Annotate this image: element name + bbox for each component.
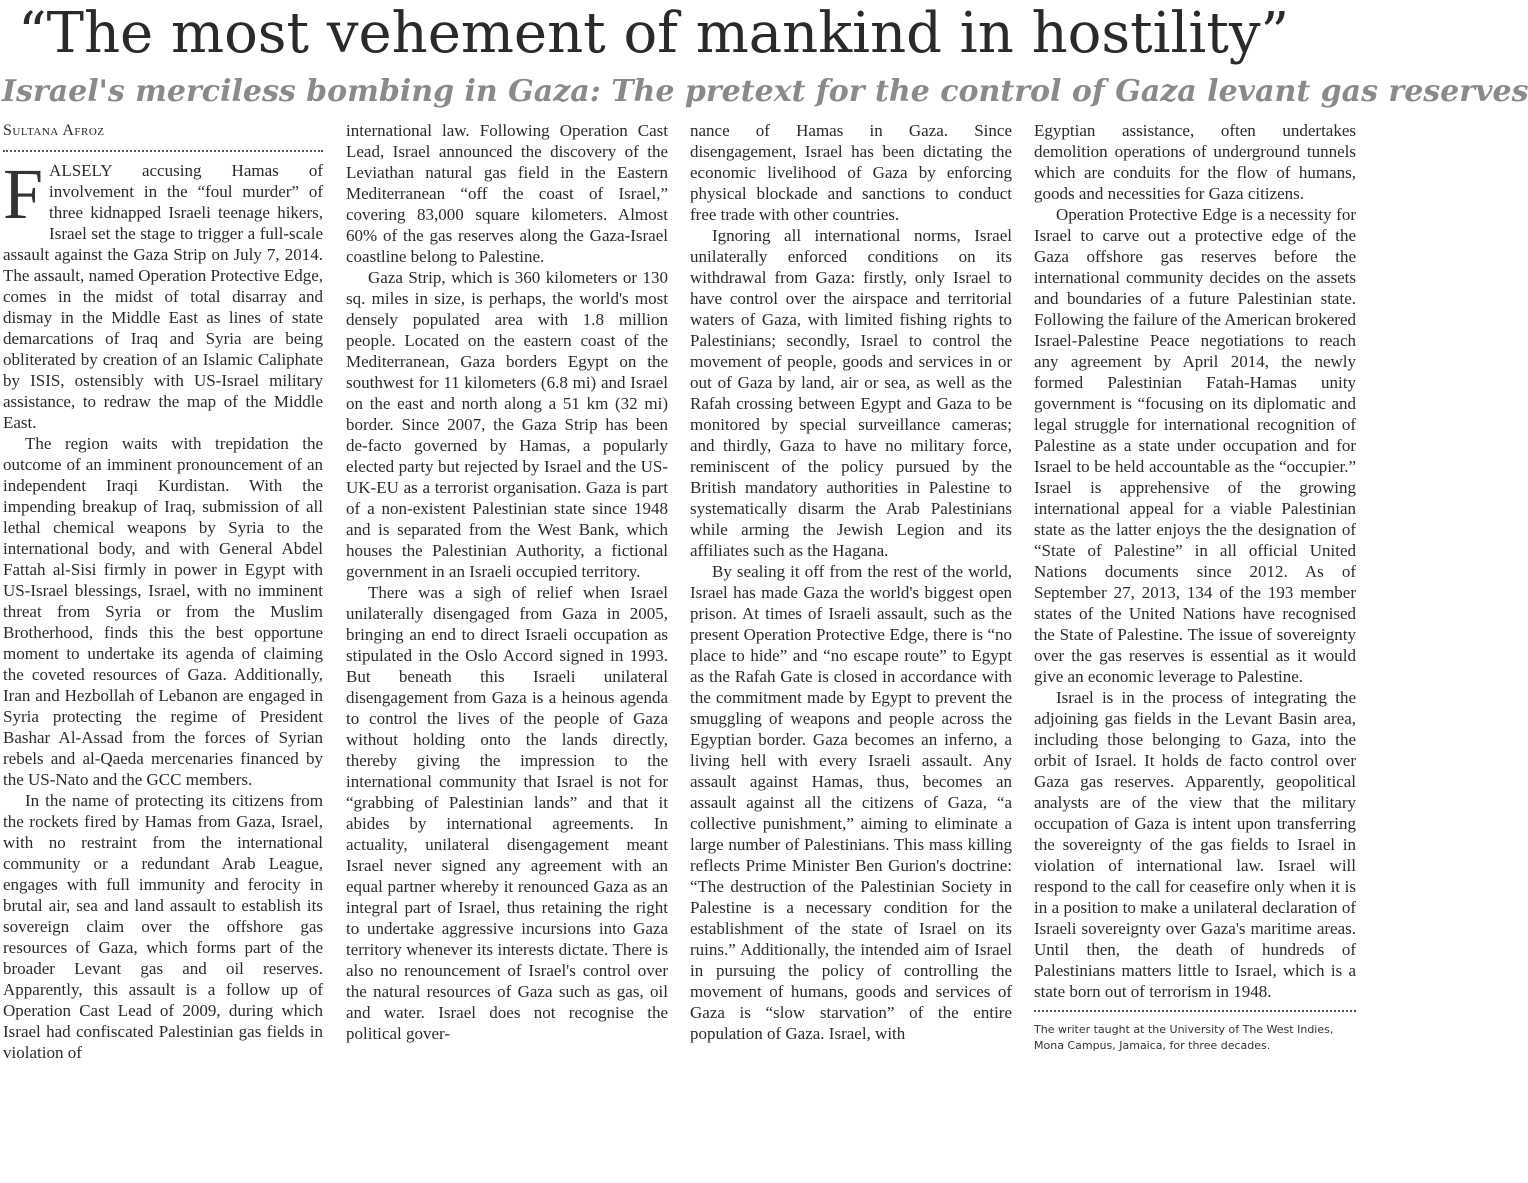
paragraph: Operation Protective Edge is a necessity for Israel to carve out a protective edge of the Gaza offshore gas reserves before the international community decides on the assets and boundaries of a future Palestinian state. Following the failure of the American brokered Israel-Palestine Peace negotiations to reach any agreement by April 2014, the newly formed Palestinian Fatah-Hamas unity government is “focusing on its diplomatic and legal struggle for international recognition of Palestine as a state under occupation and for Israel to be held accountable as the “occupier.” Israel is apprehensive of the growing international appeal for a viable Palestinian state as the latter enjoys the the designation of “State of Palestine” in all official United Nations documents since 2012. As of September 27, 2013, 134 of the 193 member states of the United Nations have recognised the State of Palestine. The issue of sovereignty over the gas reserves is essential as it would give an economic leverage to Palestine. [1034, 205, 1356, 686]
paragraph [3, 154, 323, 433]
paragraph: By sealing it off from the rest of the world, Israel has made Gaza the world's biggest open prison. At times of Israeli assault, such as the present Operation Protective Edge, there is “no place to hide” and “no escape route” to Egypt as the Rafah Gate is closed in accordance with the commitment made by Egypt to prevent the smuggling of weapons and people across the Egyptian border. Gaza becomes an inferno, a living hell with every Israeli assault. Any assault against Hamas, thus, becomes an assault against all the citizens of Gaza, “a collective punishment,” aiming to eliminate a large number of Palestinians. This mass killing reflects Prime Minister Ben Gurion's doctrine: “The destruction of the Palestinian Society in Palestine is a necessary condition for the establishment of the state of Israel on its ruins.” Additionally, the intended aim of Israel in pursuing the policy of controlling the movement of humans, goods and services of Gaza is “slow starvation” of the entire population of Gaza. Israel, with [690, 562, 1012, 1043]
paragraph-text: ALSELY accusing Hamas of involvement in the “foul murder” of three kidnapped Israeli teenage hikers, Israel set the stage to trigger a full-scale assault against the Gaza Strip on July 7, 2014. The assault, named Operation Protective Edge, comes in the midst of total disarray and dismay in the Middle East as lines of state demarcations of Iraq and Syria are being obliterated by creation of an Islamic Caliphate by ISIS, ostensibly with US-Israel military assistance, to redraw the map of the Middle East. [3, 161, 323, 432]
headline: “The most vehement of mankind in hostility” [18, 1, 1290, 66]
paragraph: The region waits with trepidation the outcome of an imminent pronouncement of an independent Iraqi Kurdistan. With the impending breakup of Iraq, submission of all lethal chemical weapons by Syria to the international body, and with General Abdel Fattah al-Sisi firmly in power in Egypt with US-Israel blessings, Israel, with no imminent threat from Syria or from the Muslim Brotherhood, finds this the best opportune moment to undertake its agenda of claiming the coveted resources of Gaza. Additionally, Iran and Hezbollah of Lebanon are engaged in Syria protecting the regime of President Bashar Al-Assad from the forces of Syrian rebels and al-Qaeda mercenaries financed by the US-Nato and the GCC members. [3, 434, 323, 789]
paragraph: There was a sigh of relief when Israel unilaterally disengaged from Gaza in 2005, bringing an end to direct Israeli occupation as stipulated in the Oslo Accord signed in 1993. But beneath this Israeli unilateral disengagement from Gaza is a heinous agenda to control the lives of the people of Gaza without holding onto the lands directly, thereby giving the impression to the international community that Israel is not for “grabbing of Palestinian lands” and that it abides by international agreements. In actuality, unilateral disengagement meant Israel never signed any agreement with an equal partner whereby it renounced Gaza as an integral part of Israel, thus retaining the right to undertake aggressive incursions into Gaza territory whenever its interests dictate. There is also no renouncement of Israel's control over the natural resources of Gaza such as gas, oil and water. Israel does not recognise the political gover- [346, 583, 668, 1043]
paragraph: Egyptian assistance, often undertakes demolition operations of underground tunnels which are conduits for the flow of humans, goods and necessities for Gaza citizens. [1034, 121, 1356, 203]
footnote-divider [1034, 1010, 1356, 1012]
author-footnote: The writer taught at the University of The West Indies, Mona Campus, Jamaica, for three decades. [1034, 1023, 1334, 1052]
paragraph: Israel is in the process of integrating the adjoining gas fields in the Levant Basin area, including those belonging to Gaza, into the orbit of Israel. It holds de facto control over Gaza gas reserves. Apparently, geopolitical analysts are of the view that the military occupation of Gaza is intent upon transferring the sovereignty of the gas fields to Israel in violation of international law. Israel will respond to the call for ceasefire only when it is in a position to make a unilateral declaration of Israeli sovereignty over Gaza's maritime areas. Until then, the death of hundreds of Palestinians matters little to Israel, which is a state born out of terrorism in 1948. [1034, 688, 1356, 1001]
paragraph: international law. Following Operation Cast Lead, Israel announced the discovery of the Leviathan natural gas field in the Eastern Mediterranean “off the coast of Israel,” covering 83,000 square kilometers. Almost 60% of the gas reserves along the Gaza-Israel coastline belong to Palestine. [346, 121, 668, 266]
article-column-3 [690, 120, 1012, 1172]
article-column-4 [1034, 120, 1356, 1172]
paragraph: nance of Hamas in Gaza. Since disengagement, Israel has been dictating the economic livelihood of Gaza by enforcing physical blockade and sanctions to conduct free trade with other countries. [690, 121, 1012, 224]
byline: Sultana Afroz [3, 120, 323, 152]
paragraph: Gaza Strip, which is 360 kilometers or 130 sq. miles in size, is perhaps, the world's most densely populated area with 1.8 million people. Located on the eastern coast of the Mediterranean, Gaza borders Egypt on the southwest for 11 kilometers (6.8 mi) and Israel on the east and north along a 51 km (32 mi) border. Since 2007, the Gaza Strip has been de-facto governed by Hamas, a popularly elected party but rejected by Israel and the US-UK-EU as a terrorist organisation. Gaza is part of a non-existent Palestinian state since 1948 and is separated from the West Bank, which houses the Palestinian Authority, a fictional government in an Israeli occupied territory. [346, 268, 668, 581]
article-column-1 [3, 120, 323, 1172]
paragraph: In the name of protecting its citizens from the rockets fired by Hamas from Gaza, Israel, with no restraint from the international community or a redundant Arab League, engages with full immunity and ferocity in brutal air, sea and land assault to establish its sovereign claim over the offshore gas resources of Gaza, which forms part of the broader Levant gas and oil reserves. Apparently, this assault is a follow up of Operation Cast Lead of 2009, during which Israel had confiscated Palestinian gas fields in violation of [3, 791, 323, 1062]
article-column-2 [346, 120, 668, 1172]
paragraph: Ignoring all international norms, Israel unilaterally enforced conditions on its withdrawal from Gaza: firstly, only Israel to have control over the airspace and territorial waters of Gaza, with limited fishing rights to Palestinians; secondly, Israel to control the movement of people, goods and services in or out of Gaza by land, air or sea, as well as the Rafah crossing between Egypt and Gaza to be monitored by special surveillance cameras; and thirdly, Gaza to have no military force, reminiscent of the policy pursued by the British mandatory authorities in Palestine to systematically disarm the Arab Palestinians while arming the Jewish Legion and its affiliates such as the Hagana. [690, 226, 1012, 560]
dropcap: F [3, 154, 44, 234]
subheadline: Israel's merciless bombing in Gaza: The pretext for the control of Gaza levant gas reserves [2, 74, 1528, 109]
